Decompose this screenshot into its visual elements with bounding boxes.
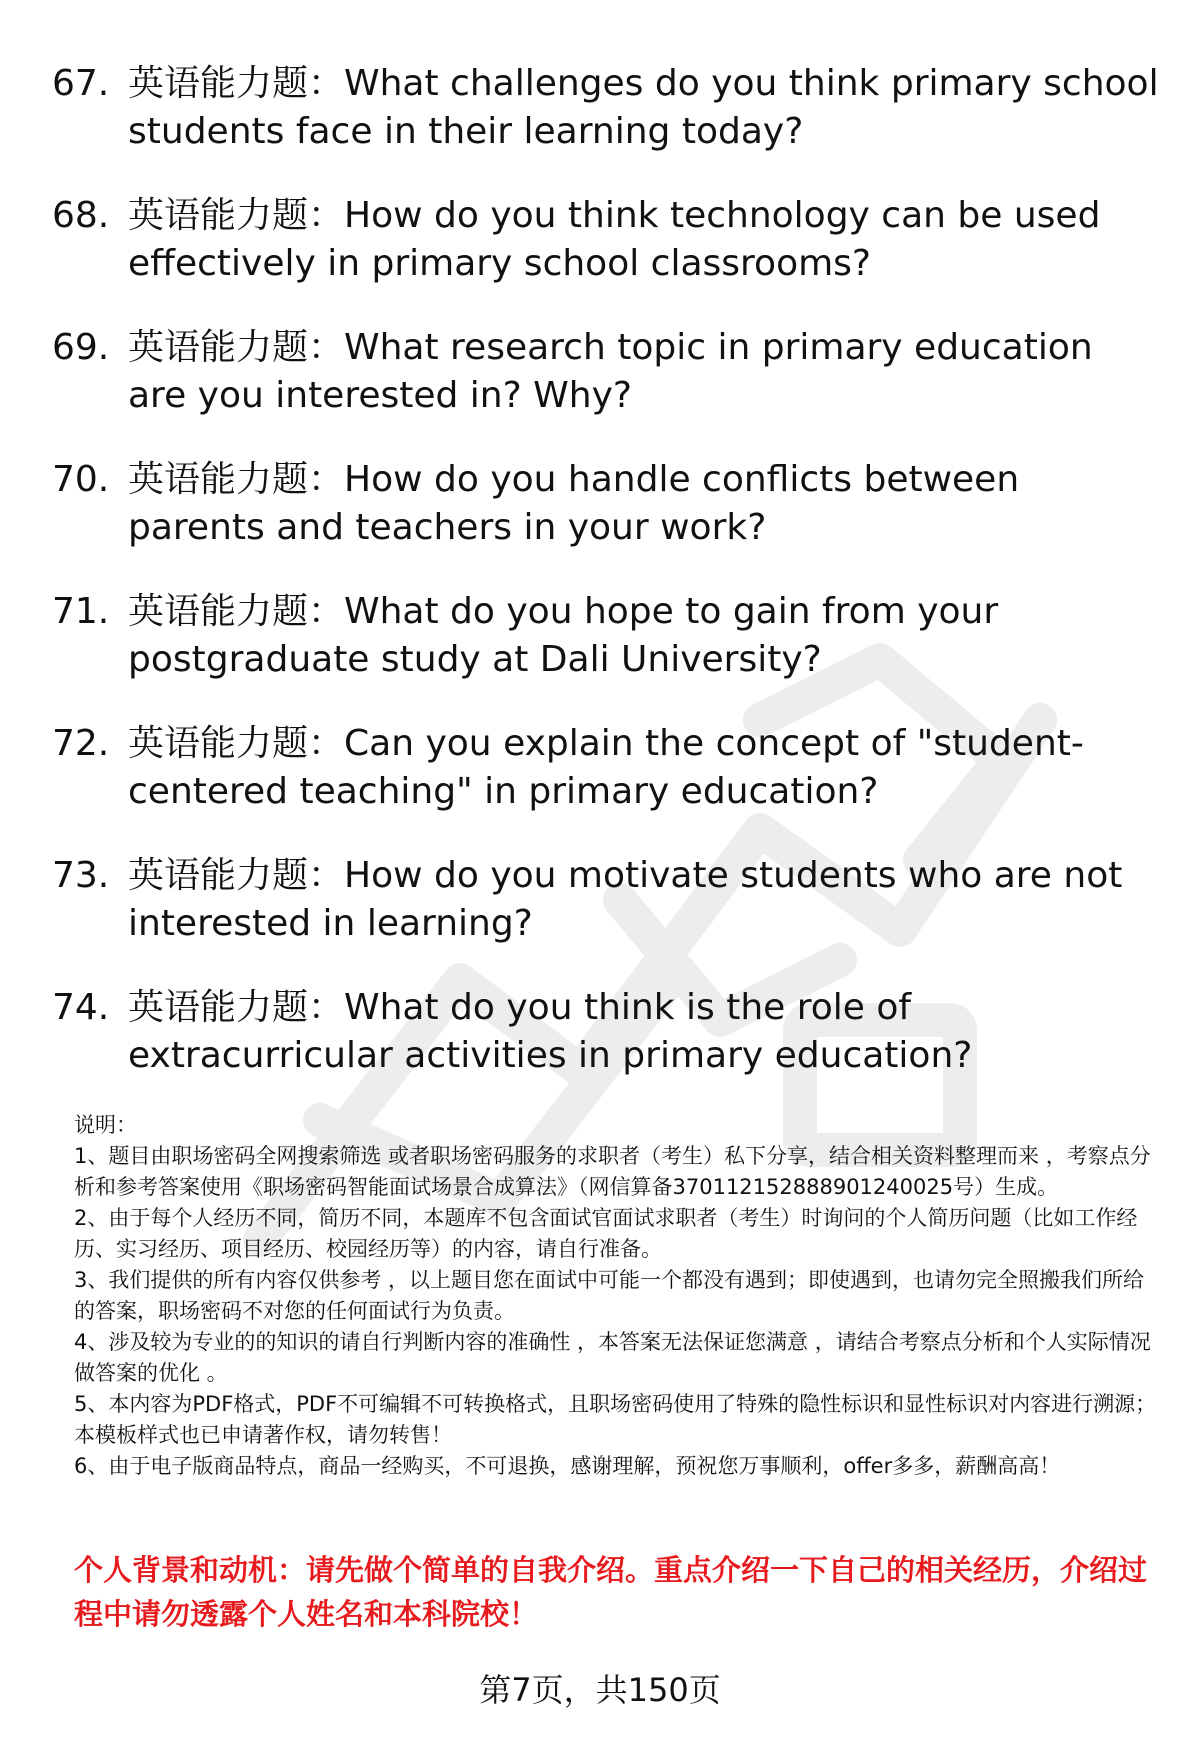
question-prefix: 英语能力题： (128, 459, 345, 500)
question-text: How do you motivate students who are not interested in learning? (128, 855, 1123, 944)
question-item (52, 60, 1162, 192)
question-text: Can you explain the concept of "student-centered teaching" in primary education? (128, 723, 1084, 812)
note-item: 1、题目由职场密码全网搜索筛选 或者职场密码服务的求职者（考生）私下分享，结合相关资料整理而来 ，考察点分析和参考答案使用《职场密码智能面试场景合成算法》（网信算备370112152888901240025号）生成。 (74, 1144, 1151, 1199)
question-text: What challenges do you think primary school students face in their learning today? (128, 63, 1159, 152)
question-text: What research topic in primary education are you interested in? Why? (128, 327, 1093, 416)
question-number: 70. (52, 459, 110, 500)
note-item: 3、我们提供的所有内容仅供参考 ，以上题目您在面试中可能一个都没有遇到；即使遇到，也请勿完全照搬我们所给的答案，职场密码不对您的任何面试行为负责。 (74, 1268, 1145, 1323)
page-number: 第7页，共150页 (479, 1671, 721, 1709)
question-number: 71. (52, 591, 110, 632)
question-item (52, 456, 1162, 588)
motivation-heading: 个人背景和动机：请先做个简单的自我介绍。重点介绍一下自己的相关经历，介绍过程中请勿透露个人姓名和本科院校！ (74, 1553, 1148, 1631)
question-prefix: 英语能力题： (128, 327, 345, 368)
question-prefix: 英语能力题： (128, 987, 345, 1028)
question-prefix: 英语能力题： (128, 723, 345, 764)
note-item: 2、由于每个人经历不同，简历不同，本题库不包含面试官面试求职者（考生）时询问的个人简历问题（比如工作经历、实习经历、项目经历、校园经历等）的内容，请自行准备。 (74, 1206, 1138, 1261)
question-number: 67. (52, 63, 110, 104)
question-prefix: 英语能力题： (128, 591, 345, 632)
question-number: 73. (52, 855, 110, 896)
question-prefix: 英语能力题： (128, 195, 345, 236)
question-number: 74. (52, 987, 110, 1028)
question-item (52, 984, 1162, 1116)
question-item (52, 192, 1162, 324)
question-text: What do you think is the role of extracurricular activities in primary education? (128, 987, 973, 1076)
question-item (52, 720, 1162, 852)
question-number: 69. (52, 327, 110, 368)
notes-section (74, 1110, 1164, 1482)
question-item (52, 852, 1162, 984)
question-text: What do you hope to gain from your postgraduate study at Dali University? (128, 591, 999, 680)
question-text: How do you think technology can be used effectively in primary school classrooms? (128, 195, 1101, 284)
question-prefix: 英语能力题： (128, 855, 345, 896)
note-item: 5、本内容为PDF格式，PDF不可编辑不可转换格式，且职场密码使用了特殊的隐性标识和显性标识对内容进行溯源；本模板样式也已申请著作权，请勿转售！ (74, 1392, 1157, 1447)
question-item (52, 588, 1162, 720)
question-text: How do you handle conflicts between parents and teachers in your work? (128, 459, 1020, 548)
question-list (52, 60, 1162, 1116)
question-prefix: 英语能力题： (128, 63, 345, 104)
question-number: 72. (52, 723, 110, 764)
note-item: 4、涉及较为专业的的知识的请自行判断内容的准确性 ，本答案无法保证您满意 ，请结合考察点分析和个人实际情况做答案的优化 。 (74, 1330, 1151, 1385)
note-item: 6、由于电子版商品特点，商品一经购买，不可退换，感谢理解，预祝您万事顺利，offer多多，薪酬高高！ (74, 1454, 1061, 1478)
question-item (52, 324, 1162, 456)
notes-heading: 说明： (74, 1113, 137, 1137)
question-number: 68. (52, 195, 110, 236)
